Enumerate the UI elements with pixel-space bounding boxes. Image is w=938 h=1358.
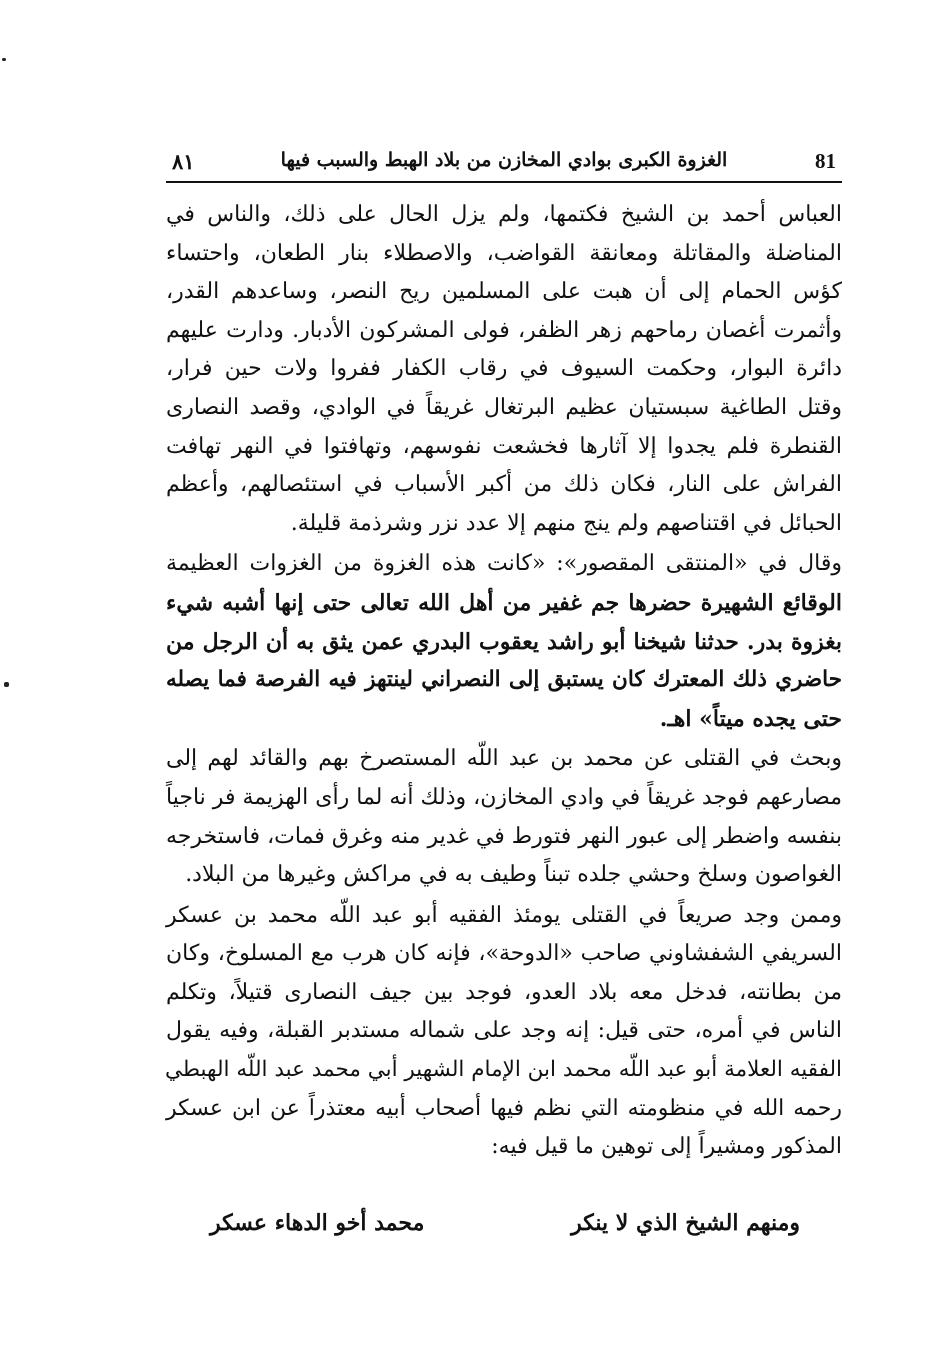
margin-speck	[2, 58, 6, 61]
page-number-latin: 81	[815, 149, 836, 173]
text-line: الفراش على النار، فكان ذلك من أكبر الأسباب في استئصالهم، وأعظم	[166, 472, 842, 498]
page-header	[166, 147, 842, 183]
text-line: العباس أحمد بن الشيخ فكتمها، ولم يزل الحال على ذلك، والناس في	[166, 202, 842, 227]
poem-verse	[210, 1203, 800, 1243]
text-line: حتى يجده ميتاً» اهـ.	[659, 705, 842, 732]
text-line: بنفسه واضطر إلى عبور النهر فتورط في غدير منه وغرق فمات، فاستخرجه	[166, 823, 842, 849]
verse-first-hemistich: ومنهم الشيخ الذي لا ينكر	[571, 1210, 800, 1236]
text-line: السريفي الشفشاوني صاحب «الدوحة»، فإنه كان هرب مع المسلوخ، وكان	[166, 941, 842, 967]
running-title: الغزوة الكبرى بوادي المخازن من بلاد الهبط والسبب فيها	[280, 149, 728, 171]
margin-speck	[4, 682, 9, 687]
text-line: رحمه الله في منظومته التي نظم فيها أصحاب أبيه معتذراً عن ابن عسكر	[166, 1095, 842, 1121]
text-line: وأثمرت أغصان رماحهم زهر الظفر، فولى المشركون الأدبار. ودارت عليهم	[166, 317, 842, 343]
text-line: دائرة البوار، وحكمت السيوف في رقاب الكفار ففروا ولات حين فرار،	[166, 356, 842, 382]
verse-second-hemistich: محمد أخو الدهاء عسكر	[210, 1210, 425, 1236]
text-line: وقال في «المنتقى المقصور»: «كانت هذه الغزوة من الغزوات العظيمة	[166, 551, 842, 577]
text-line: الغواصون وسلخ وحشي جلده تبناً وطيف به في مراكش وغيرها من البلاد.	[185, 862, 842, 888]
text-line: الناس في أمره، حتى قيل: إنه وجد على شماله مستدبر القبلة، وفيه يقول	[166, 1018, 842, 1044]
text-line: مصارعهم فوجد غريقاً في وادي المخازن، وذلك أنه لما رأى الهزيمة فر ناجياً	[166, 784, 842, 810]
header-rule	[166, 181, 842, 183]
text-line: وممن وجد صريعاً في القتلى يومئذ الفقيه أبو عبد اللّه محمد بن عسكر	[166, 902, 842, 928]
page-number-arabic: ٨١	[172, 149, 195, 174]
text-line: بغزوة بدر. حدثنا شيخنا أبو راشد يعقوب البدري عمن يثق به أن الرجل من	[166, 628, 842, 655]
text-line: المذكور ومشيراً إلى توهين ما قيل فيه:	[491, 1134, 842, 1160]
text-line: الوقائع الشهيرة حضرها جم غفير من أهل الله تعالى حتى إنها أشبه شيء	[166, 589, 842, 616]
text-line: كؤس الحمام إلى أن هبت على المسلمين ريح النصر، وساعدهم القدر،	[166, 279, 842, 305]
text-line: وقتل الطاغية سبستيان عظيم البرتغال غريقاً في الوادي، وقصد النصارى	[166, 394, 842, 420]
text-line: من بطانته، فدخل معه بلاد العدو، فوجد بين جيف النصارى قتيلاً، وتكلم	[166, 979, 842, 1005]
body-text	[166, 196, 842, 1167]
text-line: الفقيه العلامة أبو عبد اللّه محمد ابن الإمام الشهير أبي محمد عبد اللّه الهبطي	[165, 1057, 842, 1083]
text-line: القنطرة فلم يجدوا إلا آثارها فخشعت نفوسهم، وتهافتوا في النهر تهافت	[166, 433, 842, 459]
text-line: وبحث في القتلى عن محمد بن عبد اللّه المستصرخ بهم والقائد لهم إلى	[166, 746, 842, 772]
text-line: الحبائل في اقتناصهم ولم ينج منهم إلا عدد نزر وشرذمة قليلة.	[290, 510, 842, 536]
text-line: حاضري ذلك المعترك كان يستبق إلى النصراني لينتهز فيه الفرصة فما يصله	[166, 667, 842, 693]
text-line: المناضلة والمقاتلة ومعانقة القواضب، والاصطلاء بنار الطعان، واحتساء	[166, 240, 842, 266]
